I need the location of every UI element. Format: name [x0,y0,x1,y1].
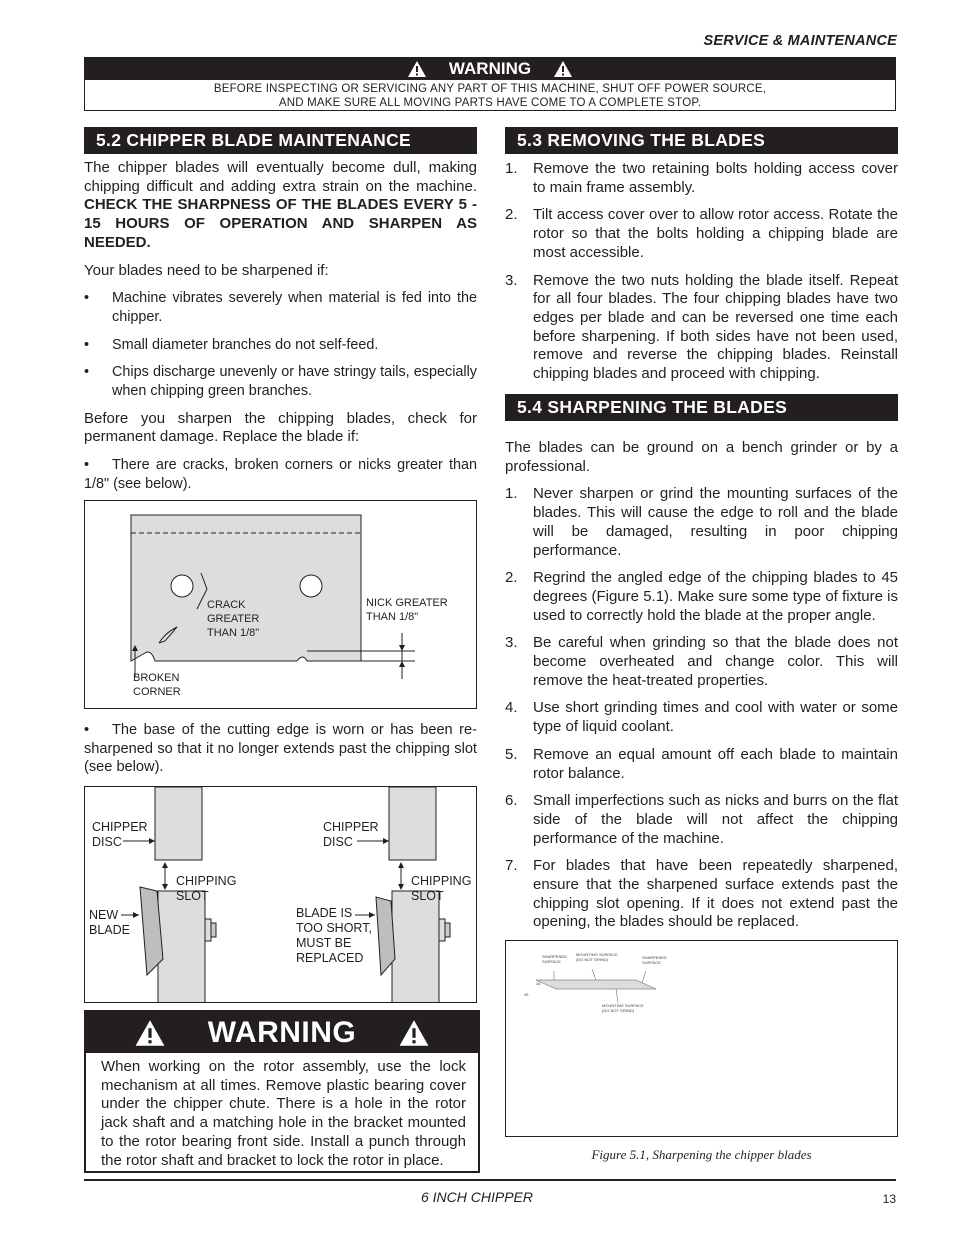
list-item: • Machine vibrates severely when material is fed into the chipper. [84,290,477,325]
figure-5-1-caption: Figure 5.1, Sharpening the chipper blades [591,1147,812,1162]
warning-triangle-icon [398,1018,430,1048]
warning-triangle-icon [407,60,427,78]
new-blade-label-line: NEW [89,908,119,922]
crack-label-line: GREATER [207,613,260,625]
top-warning-line-2: AND MAKE SURE ALL MOVING PARTS HAVE COME TO A COMPLETE STOP. [278,97,702,109]
figure-5-1-box [505,940,898,1137]
chipping-slot-label-right [411,874,471,904]
step-text: Tilt access cover over to allow rotor access. Rotate the rotor so that the bolts holding a chipping blade are most accessible. [533,206,898,261]
chipper-disc-label-line: CHIPPER [92,820,148,834]
mounting-surface-label-bottom [602,1003,644,1013]
blade-too-short-label [296,906,372,966]
intro-bold-text: CHECK THE SHARPNESS OF THE BLADES EVERY 5 - 15 HOURS OF OPERATION AND SHARPEN AS NEEDED. [84,196,477,251]
mounting-surface-label-top [576,952,618,962]
new-blade-label-line: BLADE [89,923,130,937]
blade-too-short-label-line: TOO SHORT, [296,921,372,935]
list-item: 2. Regrind the angled edge of the chipping blades to 45 degrees (Figure 5.1). Make sure some type of fixture is used to correctly hold the blade at the proper angle. [505,569,898,624]
nick-label-line: THAN 1/8" [366,611,419,623]
new-blade-label [89,908,130,938]
top-warning-line-1: BEFORE INSPECTING OR SERVICING ANY PART OF THIS MACHINE, SHUT OFF POWER SOURCE, [213,83,767,95]
header-section-title: SERVICE & MAINTENANCE [703,33,897,49]
step-text: Small imperfections such as nicks and burrs on the flat side of the blade will not affect the chipping performance of the machine. [533,792,898,847]
bullet-text: Machine vibrates severely when material is fed into the chipper. [112,290,477,325]
list-item: • Chips discharge unevenly or have stringy tails, especially when chipping green branches. [84,364,477,400]
section-5-4-heading: 5.4 SHARPENING THE BLADES [505,394,898,421]
section-5-2-intro [84,159,477,253]
step-text: Never sharpen or grind the mounting surfaces of the blades. This will cause the edge to roll and the blade will be damaged, resulting in poor chipping performance. [533,485,898,559]
intro-text: The chipper blades will eventually become dull, making chipping difficult and adding extra strain on the machine. [84,159,477,195]
section-5-4-body [505,439,898,932]
list-item: 6. Small imperfections such as nicks and burrs on the flat side of the blade will not affect the chipping performance of the machine. [505,792,898,847]
blade-too-short-label-line: MUST BE [296,936,352,950]
list-item: 2. Tilt access cover over to allow rotor access. Rotate the rotor so that the bolts holding a chipping blade are most accessible. [505,206,898,261]
list-item: 1. Remove the two retaining bolts holding access cover to main frame assembly. [505,160,898,196]
sharpened-surface-label-line: SHARPENED [542,954,567,959]
broken-corner-label-line: CORNER [133,686,181,698]
footer-title: 6 INCH CHIPPER [420,1189,534,1205]
crack-label-line: CRACK [207,599,246,611]
step-text: Regrind the angled edge of the chipping blades to 45 degrees (Figure 5.1). Make sure some type of fixture is used to correctly hold the blade at the proper angle. [533,569,898,624]
step-text: Remove an equal amount off each blade to maintain rotor balance. [533,745,898,782]
section-5-2-heading: 5.2 CHIPPER BLADE MAINTENANCE [84,127,477,154]
top-warning-bar [85,58,895,80]
sharpened-surface-label-left [542,954,567,964]
blade-too-short-label-line: REPLACED [296,951,364,965]
top-warning-label: WARNING [448,59,532,78]
crack-label [207,598,259,640]
chipping-slot-figure [84,786,477,1003]
list-item: • Small diameter branches do not self-feed. [84,336,379,353]
nick-label [366,596,448,624]
footer-rule [84,1179,896,1181]
warning-triangle-icon [553,60,573,78]
sharpened-surface-label-line: SURFACE [542,959,561,964]
step-text: Use short grinding times and cool with water or some type of liquid coolant. [533,699,898,736]
bullet-text: Chips discharge unevenly or have stringy tails, especially when chipping green branches. [112,364,477,400]
list-item: 7. For blades that have been repeatedly sharpened, ensure that the sharpened surface extends past the chipping slot opening. If it does not extend past the opening, the blades should be replaced. [505,857,898,931]
chipping-slot-label-line: SLOT [176,889,209,903]
sharpened-surface-label-right [642,955,667,965]
nick-label-line: NICK GREATER [366,597,448,609]
rotor-lock-warning-bar [86,1012,478,1053]
mounting-surface-label-line: MOUNTING SURFACE [602,1003,644,1008]
section-5-4-intro: The blades can be ground on a bench grinder or by a professional. [505,439,898,475]
before-sharpen-text: Before you sharpen the chipping blades, check for permanent damage. Replace the blade if: [84,409,477,446]
broken-corner-label [133,671,181,699]
sharpening-diagram [506,941,897,1136]
page-number: 13 [882,1192,896,1206]
angle-label-secondary: 45 [524,992,529,997]
blade-too-short-label-line: BLADE IS [296,906,353,920]
damaged-blade-figure [84,500,477,709]
bullet-text: There are cracks, broken corners or nicks greater than 1/8" (see below). [84,457,477,492]
chipper-disc-label-left [92,820,148,850]
mounting-surface-label-line: MOUNTING SURFACE [576,952,618,957]
list-item: 3. Remove the two nuts holding the blade itself. Repeat for all four blades. The four chipping blades have two edges per blade and can be reversed one time each before sharpening. If both sides have not been used, remove and reverse the chipping blades. Reinstall chipping blades and proceed with chipping. [505,271,898,383]
crack-label-line: THAN 1/8" [207,627,260,639]
chipper-disc-label-line: DISC [92,835,122,849]
bullet-text: Small diameter branches do not self-feed. [112,336,379,353]
step-text: Be careful when grinding so that the blade does not become overheated and change color. This will remove the heat-treated properties. [533,634,898,689]
top-warning-text [85,80,895,110]
step-text: For blades that have been repeatedly sharpened, ensure that the sharpened surface extends past the chipping slot opening. If it does not extend past the opening, the blades should be replaced. [533,857,898,931]
chipping-slot-label-left [176,874,236,904]
broken-corner-label-line: BROKEN [133,672,180,684]
chipper-disc-label-line: CHIPPER [323,820,379,834]
section-5-3-steps [505,160,898,384]
sharpened-surface-label-line: SHARPENED [642,955,667,960]
top-warning-box [84,57,896,111]
chipping-slot-label-line: SLOT [411,889,444,903]
step-text: Remove the two retaining bolts holding access cover to main frame assembly. [533,160,898,196]
section-5-2-body [84,159,477,494]
rotor-lock-warning-text: When working on the rotor assembly, use the lock mechanism at all times. Remove plastic bearing cover under the chipper chute. There is a hole in the rotor jack shaft and a matching hole in the bracket mounted to the rotor bearing front side. Install a punch through the rotor shaft and bracket to lock the rotor in place. [101,1058,466,1169]
step-text: Remove the two nuts holding the blade itself. Repeat for all four blades. The four chipping blades have two edges per blade and can be reversed one time each before sharpening. If both sides have not been used, remove and reverse the chipping blades. Reinstall chipping blades and proceed with chipping. [533,271,898,383]
rotor-lock-warning-label: WARNING [207,1015,357,1049]
list-item: 1. Never sharpen or grind the mounting surfaces of the blades. This will cause the edge to roll and the blade will be damaged, resulting in poor chipping performance. [505,485,898,559]
list-item: 3. Be careful when grinding so that the blade does not become overheated and change color. This will remove the heat-treated properties. [505,634,898,689]
list-item: • There are cracks, broken corners or nicks greater than 1/8" (see below). [84,457,477,492]
chipper-disc-label-right [323,820,379,850]
sharpened-surface-label-line: SURFACE [642,960,661,965]
warning-triangle-icon [134,1018,166,1048]
section-5-3-heading: 5.3 REMOVING THE BLADES [505,127,898,154]
chipper-disc-label-line: DISC [323,835,353,849]
angle-label: 38 [536,981,541,986]
bullet-text: The base of the cutting edge is worn or has been re-sharpened so that it no longer extends past the chipping slot (see below). [84,722,477,776]
mounting-surface-label-line: (DO NOT GRIND) [576,957,609,962]
sharpen-if-text: Your blades need to be sharpened if: [84,261,329,279]
list-item: • The base of the cutting edge is worn or has been re-sharpened so that it no longer extends past the chipping slot (see below). [84,722,477,776]
chipping-slot-label-line: CHIPPING [176,874,237,888]
list-item: 4. Use short grinding times and cool with water or some type of liquid coolant. [505,699,898,736]
rotor-lock-warning-box [84,1010,480,1173]
mounting-surface-label-line: (DO NOT GRIND) [602,1008,635,1013]
chipping-slot-label-line: CHIPPING [411,874,472,888]
list-item: 5. Remove an equal amount off each blade to maintain rotor balance. [505,745,898,782]
